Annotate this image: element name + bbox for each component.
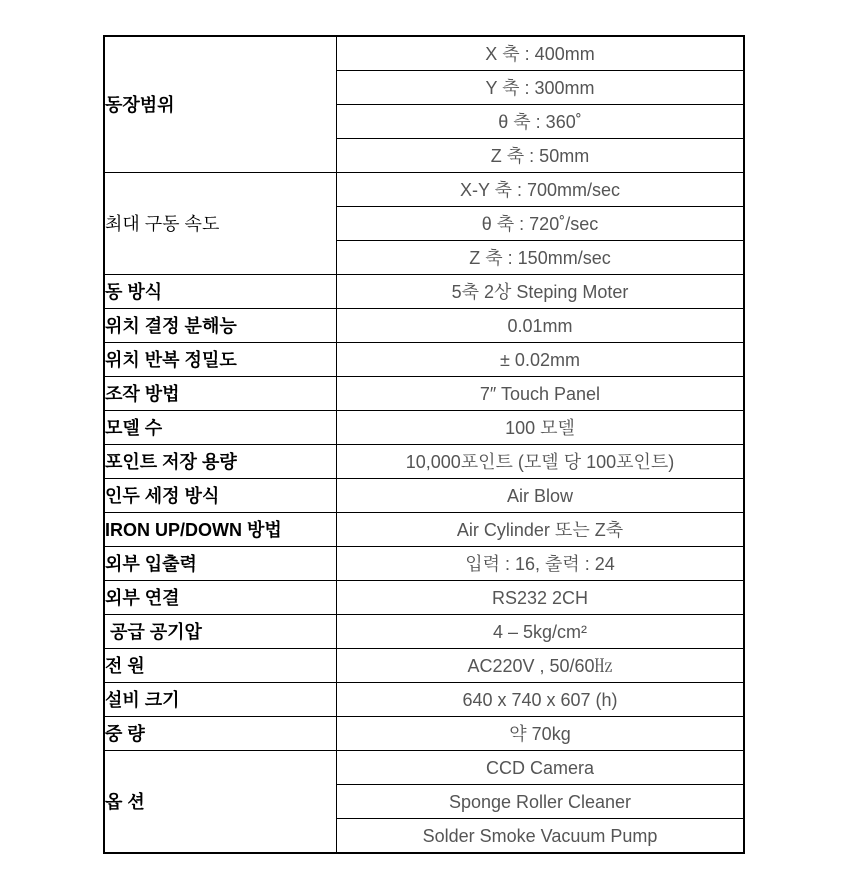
spec-value: 약 70kg [337,717,745,751]
spec-row [104,275,744,309]
spec-value: 4 – 5kg/cm² [337,615,745,649]
spec-value: Z 축 : 150mm/sec [337,241,745,275]
spec-value: 7″ Touch Panel [337,377,745,411]
spec-row [104,377,744,411]
spec-row [104,615,744,649]
spec-value: 640 x 740 x 607 (h) [337,683,745,717]
spec-value: Air Blow [337,479,745,513]
spec-label: 옵 션 [104,751,337,854]
spec-row [104,547,744,581]
spec-label: 인두 세정 방식 [104,479,337,513]
spec-row [104,479,744,513]
spec-row [104,173,744,207]
spec-label: 위치 반복 정밀도 [104,343,337,377]
spec-value: 10,000포인트 (모델 당 100포인트) [337,445,745,479]
spec-row [104,581,744,615]
spec-value: 0.01mm [337,309,745,343]
spec-label: 최대 구동 속도 [104,173,337,275]
spec-value: X 축 : 400mm [337,36,745,71]
spec-label: 전 원 [104,649,337,683]
spec-row [104,445,744,479]
spec-value: Y 축 : 300mm [337,71,745,105]
spec-row [104,751,744,785]
spec-label: 모델 수 [104,411,337,445]
spec-value: θ 축 : 360˚ [337,105,745,139]
spec-value: Air Cylinder 또는 Z축 [337,513,745,547]
spec-value: θ 축 : 720˚/sec [337,207,745,241]
spec-label: 공급 공기압 [104,615,337,649]
spec-label: IRON UP/DOWN 방법 [104,513,337,547]
spec-value: 5축 2상 Steping Moter [337,275,745,309]
spec-row [104,343,744,377]
spec-value: Z 축 : 50mm [337,139,745,173]
spec-label: 동장범위 [104,36,337,173]
spec-label: 설비 크기 [104,683,337,717]
spec-row [104,649,744,683]
spec-label: 위치 결정 분해능 [104,309,337,343]
spec-value: 입력 : 16, 출력 : 24 [337,547,745,581]
spec-label: 포인트 저장 용량 [104,445,337,479]
spec-value: ± 0.02mm [337,343,745,377]
spec-row [104,309,744,343]
spec-value: X-Y 축 : 700mm/sec [337,173,745,207]
spec-row [104,36,744,71]
spec-table-body [104,36,744,853]
spec-value: CCD Camera [337,751,745,785]
spec-label: 동 방식 [104,275,337,309]
spec-table [103,35,745,854]
spec-value: RS232 2CH [337,581,745,615]
spec-label: 외부 연결 [104,581,337,615]
spec-value: 100 모델 [337,411,745,445]
spec-row [104,513,744,547]
spec-label: 조작 방법 [104,377,337,411]
spec-row [104,683,744,717]
spec-row [104,411,744,445]
spec-label: 외부 입출력 [104,547,337,581]
spec-label: 중 량 [104,717,337,751]
spec-value: Solder Smoke Vacuum Pump [337,819,745,854]
spec-value: AC220V , 50/60㎐ [337,649,745,683]
spec-row [104,717,744,751]
spec-value: Sponge Roller Cleaner [337,785,745,819]
